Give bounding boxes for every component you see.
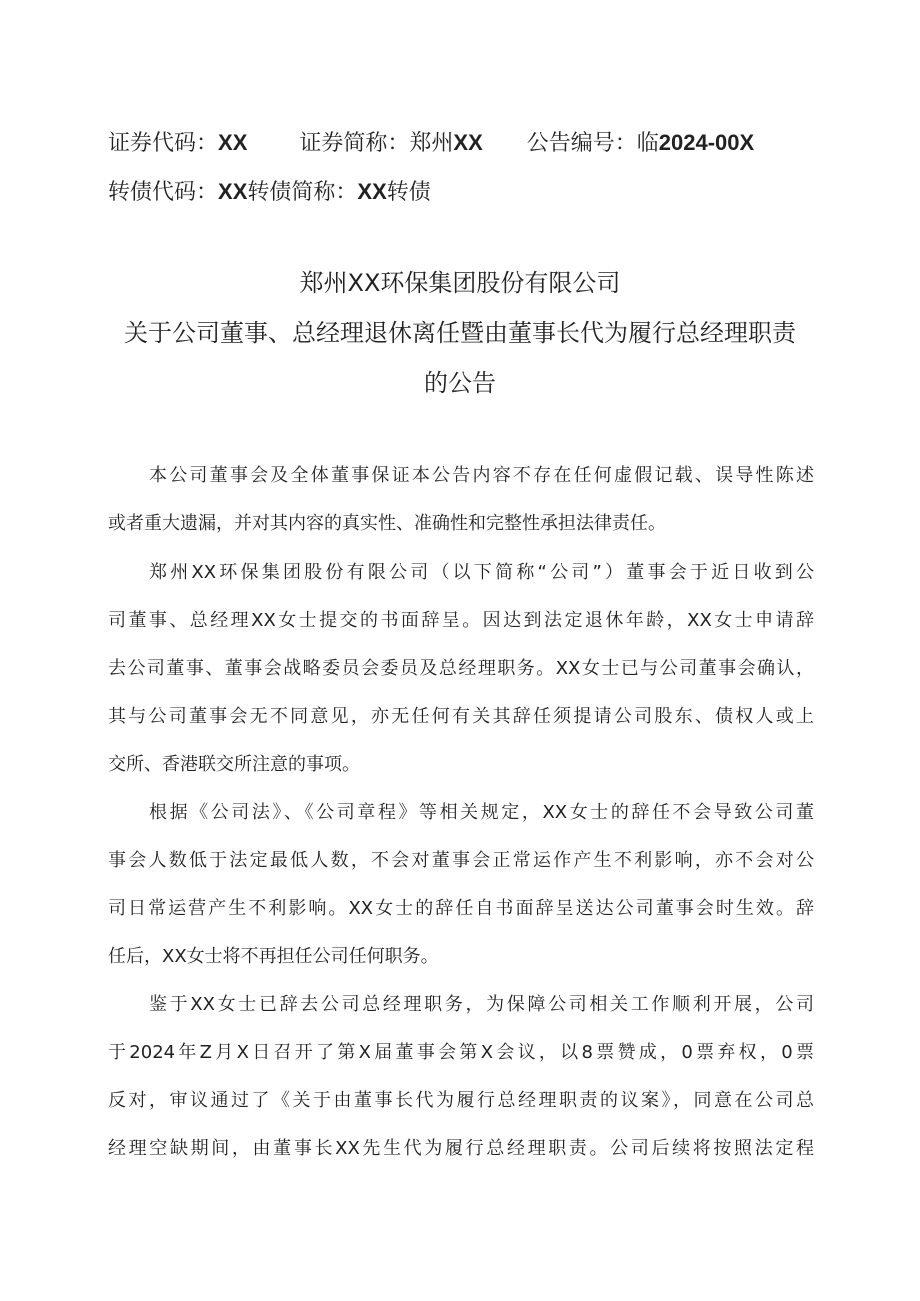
body-line: 事会人数低于法定最低人数，不会对董事会正常运作产生不利影响，亦不会对公 xyxy=(108,850,814,871)
bond-code-value: XX xyxy=(218,179,248,204)
body-line: 或者重大遗漏，并对其内容的真实性、准确性和完整性承担法律责任。 xyxy=(108,513,666,534)
securities-info-line xyxy=(108,128,754,159)
securities-code-value: XX xyxy=(218,130,248,155)
body-line: 司日常运营产生不利影响。XX女士的辞任自书面辞呈送达公司董事会时生效。辞 xyxy=(108,898,814,919)
notice-number-value: 2024-00X xyxy=(658,130,755,155)
body-line: 经理空缺期间，由董事长XX先生代为履行总经理职责。公司后续将按照法定程 xyxy=(108,1138,814,1159)
body-line: 任后，XX女士将不再担任公司任何职务。 xyxy=(108,946,439,967)
body-line: 根据《公司法》、《公司章程》等相关规定，XX女士的辞任不会导致公司董 xyxy=(149,802,814,823)
securities-code-label: 证券代码： xyxy=(108,131,219,156)
securities-abbr-value: XX xyxy=(453,130,483,155)
bond-code-label: 转债代码： xyxy=(108,180,219,205)
bond-abbr-value: XX xyxy=(357,179,387,204)
bond-info-line xyxy=(108,177,431,208)
body-line: 郑州XX环保集团股份有限公司（以下简称“公司”）董事会于近日收到公 xyxy=(149,562,814,583)
securities-abbr-label: 证券简称：郑州 xyxy=(299,131,454,156)
body-line: 其与公司董事会无不同意见，亦无任何有关其辞任须提请公司股东、债权人或上 xyxy=(108,706,814,727)
notice-number-label: 公告编号：临 xyxy=(526,131,659,156)
company-title: 郑州XX环保集团股份有限公司 xyxy=(299,269,621,297)
announcement-title-line1: 关于公司董事、总经理退休离任暨由董事长代为履行总经理职责 xyxy=(124,319,796,347)
body-line: 鉴于XX女士已辞去公司总经理职务，为保障公司相关工作顺利开展，公司 xyxy=(149,994,814,1015)
body-line: 于2024年Z月X日召开了第X届董事会第X会议，以8票赞成，0票弃权，0票 xyxy=(108,1042,814,1063)
bond-abbr-suffix: 转债 xyxy=(386,180,431,205)
body-line: 交所、香港联交所注意的事项。 xyxy=(108,754,360,775)
bond-code-suffix: 转债简称： xyxy=(247,180,358,205)
body-line: 去公司董事、董事会战略委员会委员及总经理职务。XX女士已与公司董事会确认， xyxy=(108,658,814,679)
body-line: 本公司董事会及全体董事保证本公告内容不存在任何虚假记载、误导性陈述 xyxy=(149,465,814,486)
announcement-title-line2: 的公告 xyxy=(424,369,496,397)
body-line: 反对，审议通过了《关于由董事长代为履行总经理职责的议案》，同意在公司总 xyxy=(108,1090,814,1111)
body-line: 司董事、总经理XX女士提交的书面辞呈。因达到法定退休年龄，XX女士申请辞 xyxy=(108,610,814,631)
